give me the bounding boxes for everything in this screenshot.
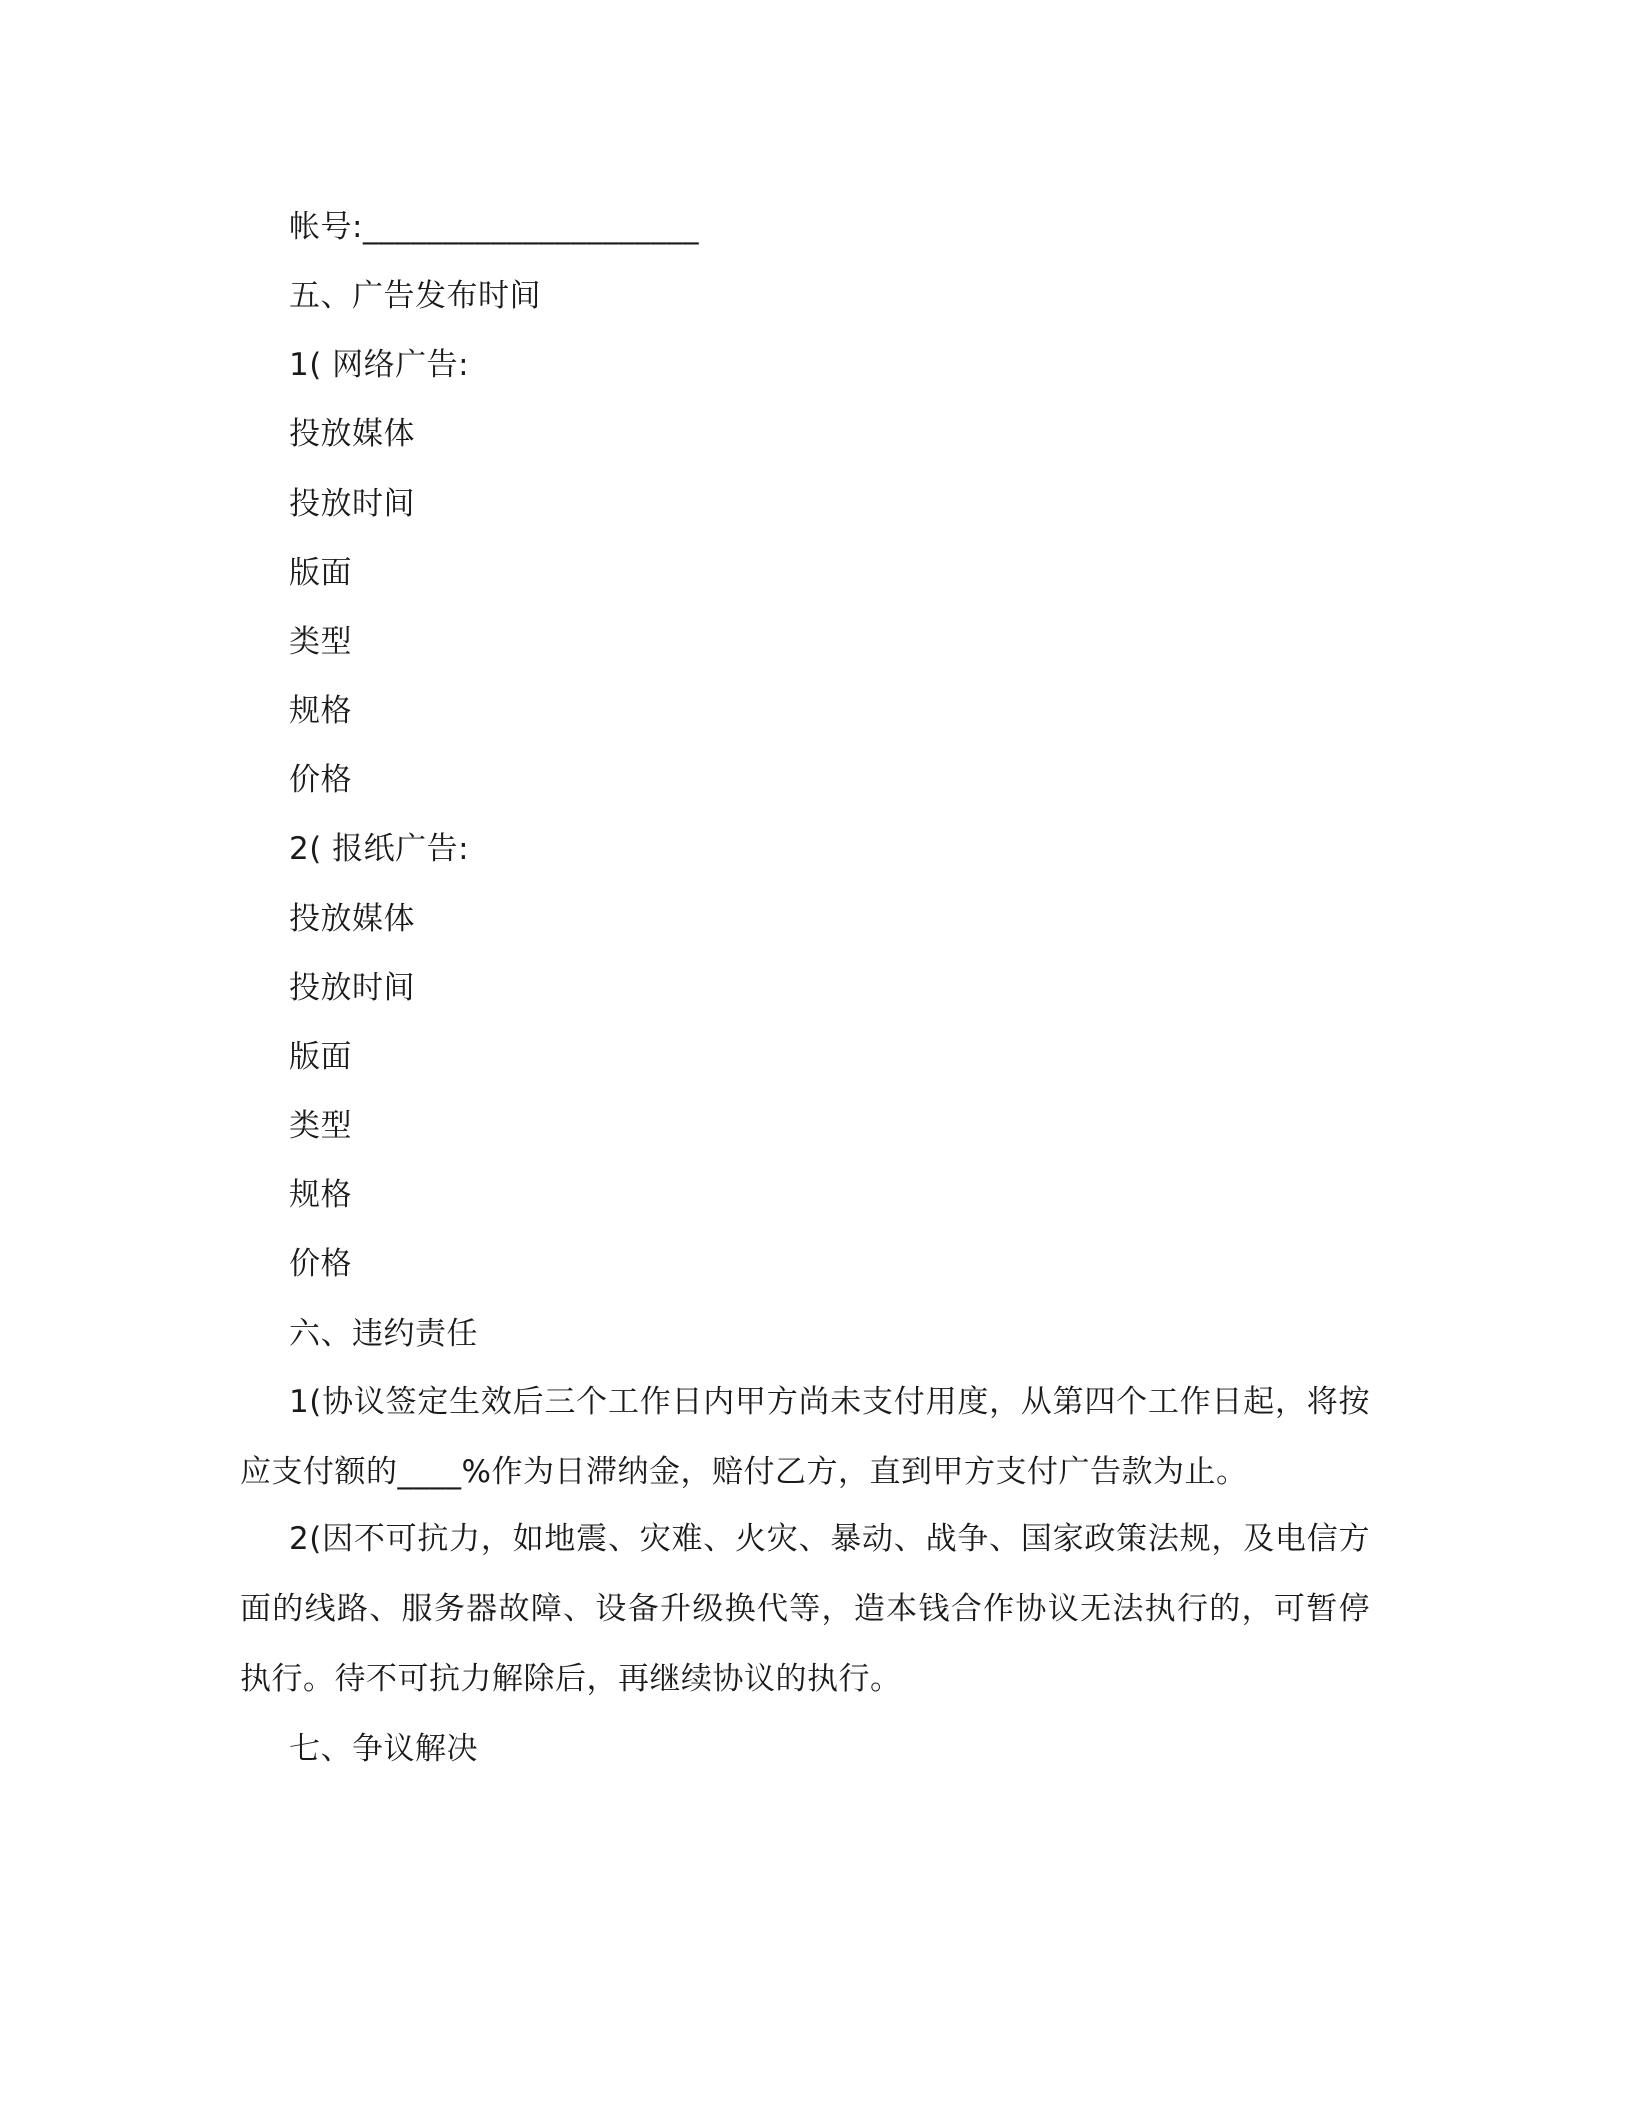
- section-5-title: 五、广告发布时间: [289, 278, 541, 314]
- network-ad-field-layout: 版面: [289, 555, 352, 591]
- network-ad-field-time: 投放时间: [289, 486, 415, 522]
- newspaper-ad-heading: 2( 报纸广告:: [289, 831, 470, 867]
- network-ad-field-media: 投放媒体: [289, 416, 415, 452]
- breach-clause-1: 1(协议签定生效后三个工作日内甲方尚未支付用度，从第四个工作日起，将按应支付额的____%作为日滞纳金，赔付乙方，直到甲方支付广告款为止。: [240, 1384, 1370, 1490]
- newspaper-ad-field-layout: 版面: [289, 1039, 352, 1075]
- newspaper-ad-field-time: 投放时间: [289, 970, 415, 1006]
- newspaper-ad-field-type: 类型: [289, 1108, 352, 1144]
- breach-clause-2: 2(因不可抗力，如地震、灾难、火灾、暴动、战争、国家政策法规，及电信方面的线路、服务器故障、设备升级换代等，造本钱合作协议无法执行的，可暂停执行。待不可抗力解除后，再继续协议的执行。: [240, 1521, 1370, 1697]
- newspaper-ad-field-price: 价格: [289, 1246, 352, 1282]
- newspaper-ad-field-media: 投放媒体: [289, 901, 415, 937]
- newspaper-ad-field-spec: 规格: [289, 1177, 352, 1213]
- network-ad-heading: 1( 网络广告:: [289, 347, 470, 383]
- account-number-line: 帐号:_____________________: [289, 209, 699, 245]
- network-ad-field-spec: 规格: [289, 693, 352, 729]
- section-7-title: 七、争议解决: [289, 1731, 478, 1767]
- network-ad-field-type: 类型: [289, 624, 352, 660]
- section-6-title: 六、违约责任: [289, 1316, 478, 1352]
- network-ad-field-price: 价格: [289, 762, 352, 798]
